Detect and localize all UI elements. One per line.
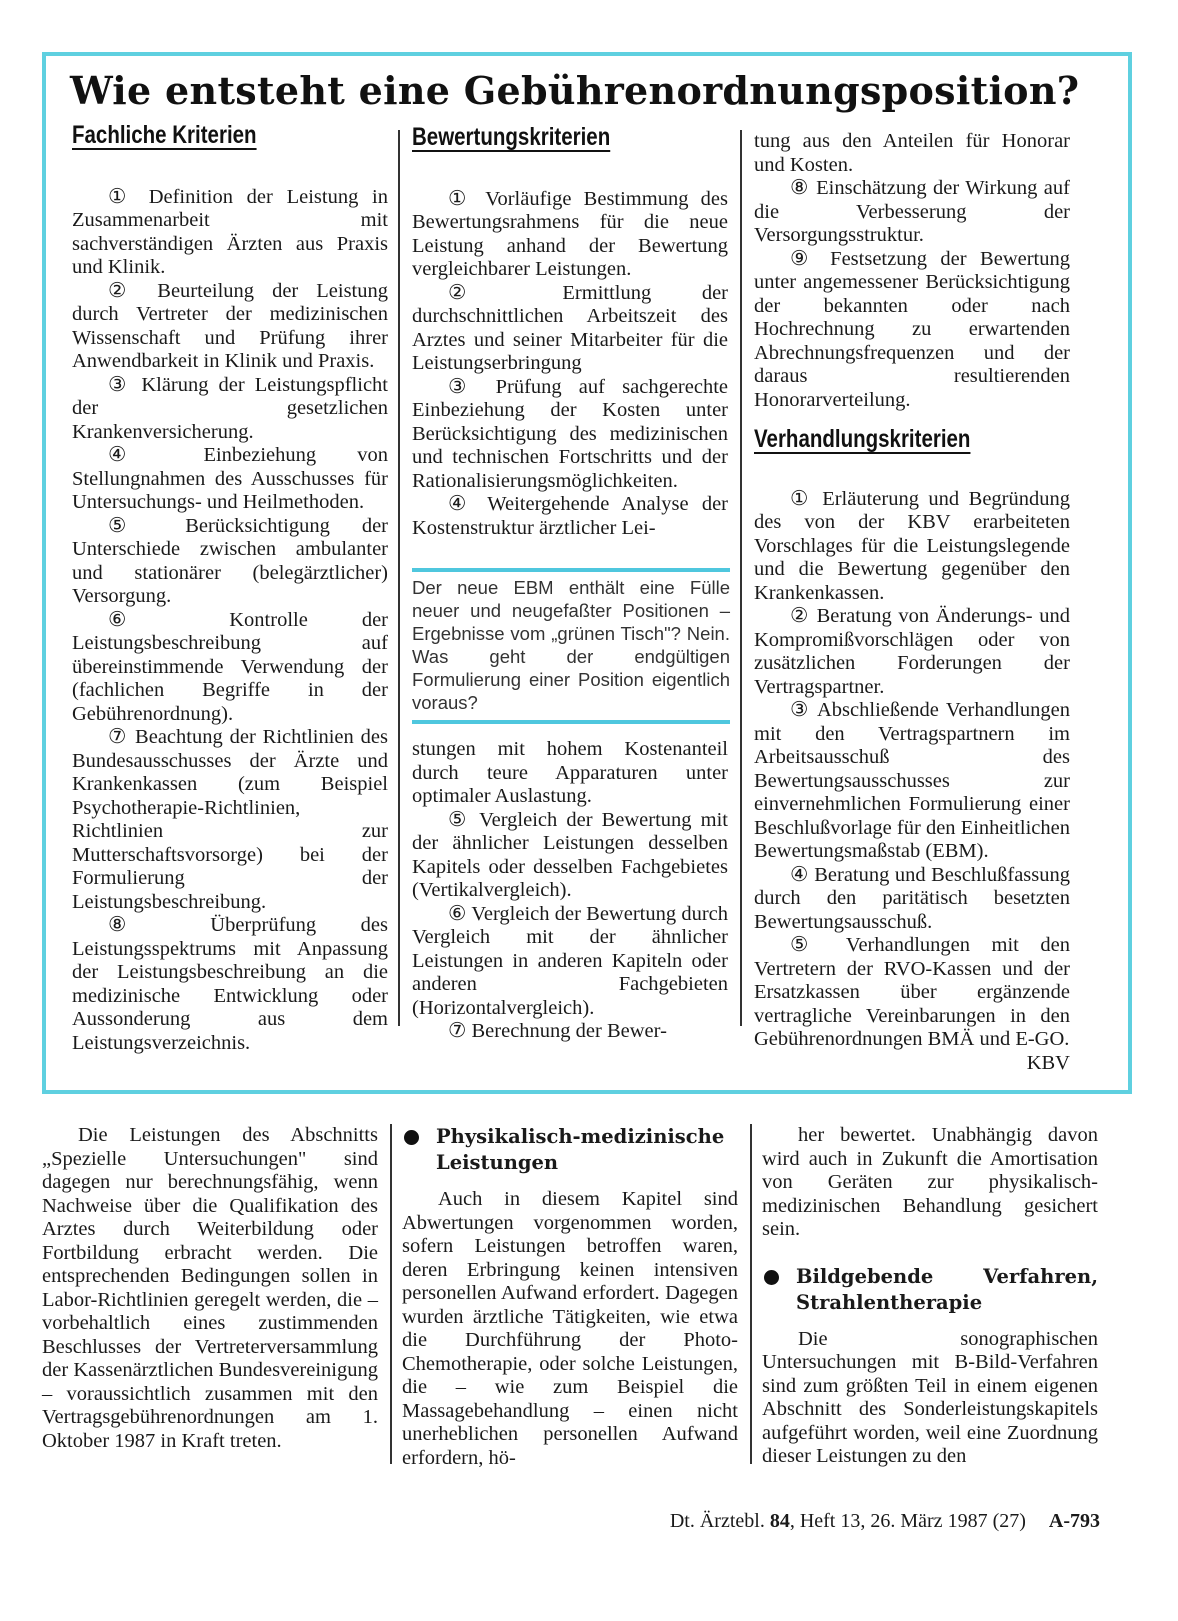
column-divider bbox=[398, 130, 400, 1026]
paragraph: ⑤ Berücksichtigung der Unterschiede zwischen ambulanter und stationärer (belegärztlicher) Versorgung. bbox=[72, 514, 388, 607]
box-title: Wie entsteht eine Gebührenordnungsposition? bbox=[70, 68, 1080, 113]
article-column-1 bbox=[42, 1124, 378, 1453]
pull-quote bbox=[412, 568, 730, 724]
bullet-icon bbox=[404, 1130, 419, 1145]
box-column-1 bbox=[72, 121, 388, 1055]
box-column-2 bbox=[412, 123, 728, 540]
journal-name: Dt. Ärztebl. bbox=[669, 1510, 765, 1532]
bullet-icon bbox=[764, 1270, 779, 1285]
heading-bildgebende: Bildgebende Verfahren, Strahlentherapie bbox=[796, 1264, 1098, 1314]
signature: KBV bbox=[1026, 1051, 1070, 1074]
heading-fachliche-kriterien: Fachliche Kriterien bbox=[72, 121, 257, 149]
page-footer bbox=[540, 1510, 1100, 1533]
heading-verhandlungskriterien: Verhandlungskriterien bbox=[754, 425, 971, 453]
paragraph: Die sonographischen Untersuchungen mit B-Bild-Verfahren sind zum größten Teil in einem eigenen Abschnitt des Sonderleistungskapitels aufgeführt worden, weil eine Zuordnung dieser Leistungen zu den bbox=[762, 1327, 1098, 1467]
issue-info: , Heft 13, 26. März 1987 (27) bbox=[789, 1510, 1026, 1532]
paragraph: ④ Weitergehende Analyse der Kostenstruktur ärztlicher Lei- bbox=[412, 493, 728, 539]
heading-bewertungskriterien: Bewertungskriterien bbox=[412, 123, 611, 151]
page-number: A-793 bbox=[1048, 1510, 1100, 1532]
paragraph: Auch in diesem Kapitel sind Abwertungen vorgenommen worden, sofern Leistungen betroffen waren, deren Erbringung keinen intensiven personellen Aufwand erfordert. Dagegen wurden ärztliche Tätigkeiten, wie etwa die Durchführung der Photo-Chemotherapie, oder solche Leistungen, die – wie zum Beispiel die Massagebehandlung – einen nicht unerheblichen personellen Aufwand erfordern, hö- bbox=[402, 1188, 738, 1469]
paragraph: ② Beratung von Änderungs- und Kompromißvorschlägen oder von zusätzlichen Forderungen der Vertragspartner. bbox=[754, 605, 1070, 698]
paragraph: ④ Beratung und Beschlußfassung durch den paritätisch besetzten Bewertungsausschuß. bbox=[754, 863, 1070, 933]
box-column-2-continued bbox=[412, 738, 728, 1044]
column-divider bbox=[740, 130, 742, 1026]
paragraph: ① Vorläufige Bestimmung des Bewertungsrahmens für die neue Leistung anhand der Bewertung vergleichbarer Leistungen. bbox=[412, 187, 728, 280]
paragraph: stungen mit hohem Kostenanteil durch teure Apparaturen unter optimaler Auslastung. bbox=[412, 738, 728, 807]
paragraph: ③ Prüfung auf sachgerechte Einbeziehung der Kosten unter Berücksichtigung des medizinischen und technischen Fortschritts und der Rationalisierungsmöglichkeiten. bbox=[412, 375, 728, 492]
paragraph: ⑧ Überprüfung des Leistungsspektrums mit Anpassung der Leistungsbeschreibung an die medizinische Entwicklung oder Aussonderung aus dem Leistungsverzeichnis. bbox=[72, 914, 388, 1054]
paragraph: ⑤ Vergleich der Bewertung mit der ähnlicher Leistungen desselben Kapitels oder desselben Fachgebietes (Vertikalvergleich). bbox=[412, 808, 728, 901]
pull-quote-text: Der neue EBM enthält eine Fülle neuer und neugefaßter Positionen – Ergebnisse vom „grünen Tisch"? Nein. Was geht der endgültigen Formulierung einer Position eigentlich voraus? bbox=[412, 577, 730, 713]
paragraph: ② Beurteilung der Leistung durch Vertreter der medizinischen Wissenschaft und Prüfung ihrer Anwendbarkeit in Klinik und Praxis. bbox=[72, 279, 388, 372]
paragraph: ⑦ Beachtung der Richtlinien des Bundesausschusses der Ärzte und Krankenkassen (zum Beispiel Psychotherapie-Richtlinien, Richtlinien zur Mutterschaftsvorsorge) bei der Formulierung der Leistungsbeschreibung. bbox=[72, 726, 388, 913]
paragraph: ⑥ Kontrolle der Leistungsbeschreibung auf übereinstimmende Verwendung der (fachlichen Begriffe in der Gebührenordnung). bbox=[72, 608, 388, 725]
paragraph: tung aus den Anteilen für Honorar und Kosten. bbox=[754, 130, 1070, 176]
paragraph: Die Leistungen des Abschnitts „Spezielle Untersuchungen" sind dagegen nur berechnungsfähig, wenn Nachweise über die Qualifikation des Arztes durch Weiterbildung oder Fortbildung erbracht werden. Die entsprechenden Bedingungen sollen in Labor-Richtlinien geregelt werden, die – vorbehaltlich eines zustimmenden Beschlusses der Vertreterversammlung der Kassenärztlichen Bundesvereinigung – voraussichtlich zusammen mit den Vertragsgebührenordnungen am 1. Oktober 1987 in Kraft treten. bbox=[42, 1124, 378, 1452]
column-divider bbox=[390, 1124, 392, 1464]
paragraph: ④ Einbeziehung von Stellungnahmen des Ausschusses für Untersuchungs- und Heilmethoden. bbox=[72, 444, 388, 513]
heading-physikalisch: Physikalisch-medizinische Leistungen bbox=[436, 1125, 725, 1174]
paragraph: ① Erläuterung und Begründung des von der KBV erarbeiteten Vorschlages für die Leistungslegende und die Bewertung gegenüber den Krankenkassen. bbox=[754, 487, 1070, 604]
volume: 84 bbox=[769, 1510, 790, 1532]
article-column-2 bbox=[402, 1124, 738, 1470]
paragraph: ⑦ Berechnung der Bewer- bbox=[448, 1020, 667, 1042]
paragraph: ① Definition der Leistung in Zusammenarbeit mit sachverständigen Ärzten aus Praxis und Klinik. bbox=[72, 185, 388, 278]
pull-quote-rule-bottom bbox=[412, 720, 730, 724]
paragraph: ③ Klärung der Leistungspflicht der gesetzlichen Krankenversicherung. bbox=[72, 373, 388, 443]
paragraph: ⑤ Verhandlungen mit den Vertretern der RVO-Kassen und der Ersatzkassen über ergänzende vertragliche Vereinbarungen in den Gebührenordnungen BMÄ und E-GO. bbox=[754, 934, 1070, 1050]
article-column-3 bbox=[762, 1124, 1098, 1469]
paragraph: ② Ermittlung der durchschnittlichen Arbeitszeit des Arztes und seiner Mitarbeiter für die Leistungserbringung bbox=[412, 281, 728, 374]
paragraph: ⑧ Einschätzung der Wirkung auf die Verbesserung der Versorgungsstruktur. bbox=[754, 177, 1070, 246]
paragraph: her bewertet. Unabhängig davon wird auch in Zukunft die Amortisation von Geräten zur physikalisch-medizinischen Behandlung gesichert sein. bbox=[762, 1124, 1098, 1240]
section-heading bbox=[762, 1264, 1098, 1316]
paragraph: ⑥ Vergleich der Bewertung durch Vergleich mit der ähnlicher Leistungen in anderen Kapiteln oder anderen Fachgebieten (Horizontalvergleich). bbox=[412, 902, 728, 1019]
section-heading bbox=[402, 1124, 738, 1176]
paragraph: ⑨ Festsetzung der Bewertung unter angemessener Berücksichtigung der bekannten oder nach Hochrechnung zu erwartenden Abrechnungsfrequenzen und der daraus resultierenden Honorarverteilung. bbox=[754, 247, 1070, 411]
paragraph: ③ Abschließende Verhandlungen mit den Vertragspartnern im Arbeitsausschuß des Bewertungsausschusses zur einvernehmlichen Formulierung einer Beschlußvorlage für den Einheitlichen Bewertungsmaßstab (EBM). bbox=[754, 699, 1070, 862]
column-divider bbox=[750, 1124, 752, 1464]
box-column-3 bbox=[754, 130, 1070, 1075]
